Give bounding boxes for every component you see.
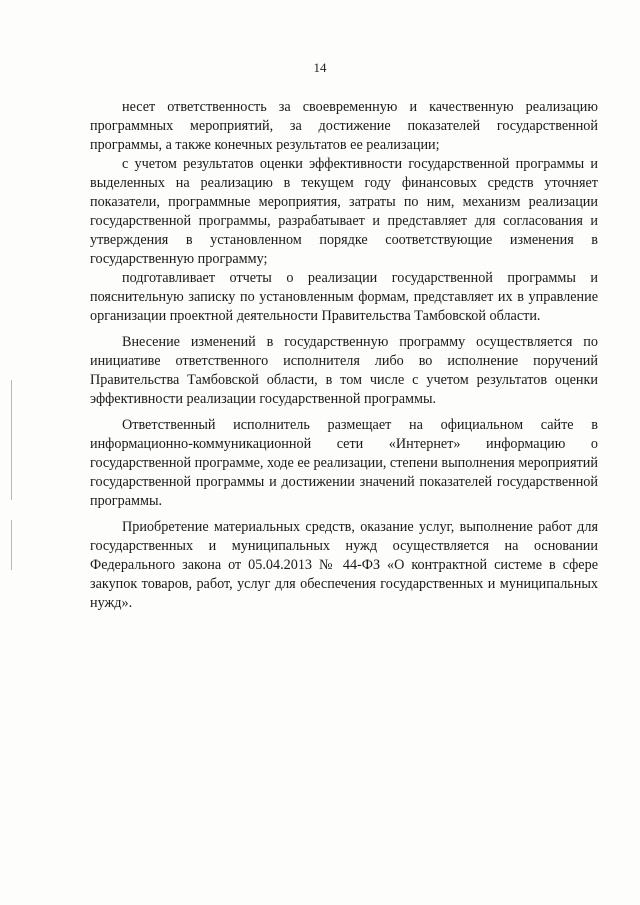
paragraph-procurement: Приобретение материальных средств, оказание услуг, выполнение работ для государственных и муниципальных нужд осуществляется на основании Федерального закона от 05.04.2013 № 44-ФЗ «О контрактной системе в сфере закупок товаров, работ, услуг для обеспечения государственных и муниципальных нужд».: [90, 519, 598, 611]
scan-edge-mark: [11, 380, 12, 500]
paragraph-internet-publication: Ответственный исполнитель размещает на официальном сайте в информационно-коммуникационной сети «Интернет» информацию о государственной программе, ходе ее реализации, степени выполнения мероприятий государственной программы и достижении значений показателей государственной программы.: [90, 417, 598, 509]
document-body: [90, 98, 598, 613]
paragraph-program-changes: Внесение изменений в государственную программу осуществляется по инициативе ответственного исполнителя либо во исполнение поручений Правительства Тамбовской области, в том числе с учетом результатов оценки эффективности реализации государственной программы.: [90, 334, 598, 407]
paragraph-efficiency-evaluation: с учетом результатов оценки эффективности государственной программы и выделенных на реализацию в текущем году финансовых средств уточняет показатели, программные мероприятия, затраты по ним, механизм реализации государственной программы, разрабатывает и представляет для согласования и утверждения в установленном порядке соответствующие изменения в государственную программу;: [90, 156, 598, 267]
paragraph-reports: подготавливает отчеты о реализации государственной программы и пояснительную записку по установленным формам, представляет их в управление организации проектной деятельности Правительства Тамбовской области.: [90, 270, 598, 324]
paragraph-responsibility: несет ответственность за своевременную и качественную реализацию программных мероприятий, за достижение показателей государственной программы, а также конечных результатов ее реализации;: [90, 99, 598, 153]
scan-edge-mark: [11, 520, 12, 570]
page-number: 14: [313, 60, 327, 75]
